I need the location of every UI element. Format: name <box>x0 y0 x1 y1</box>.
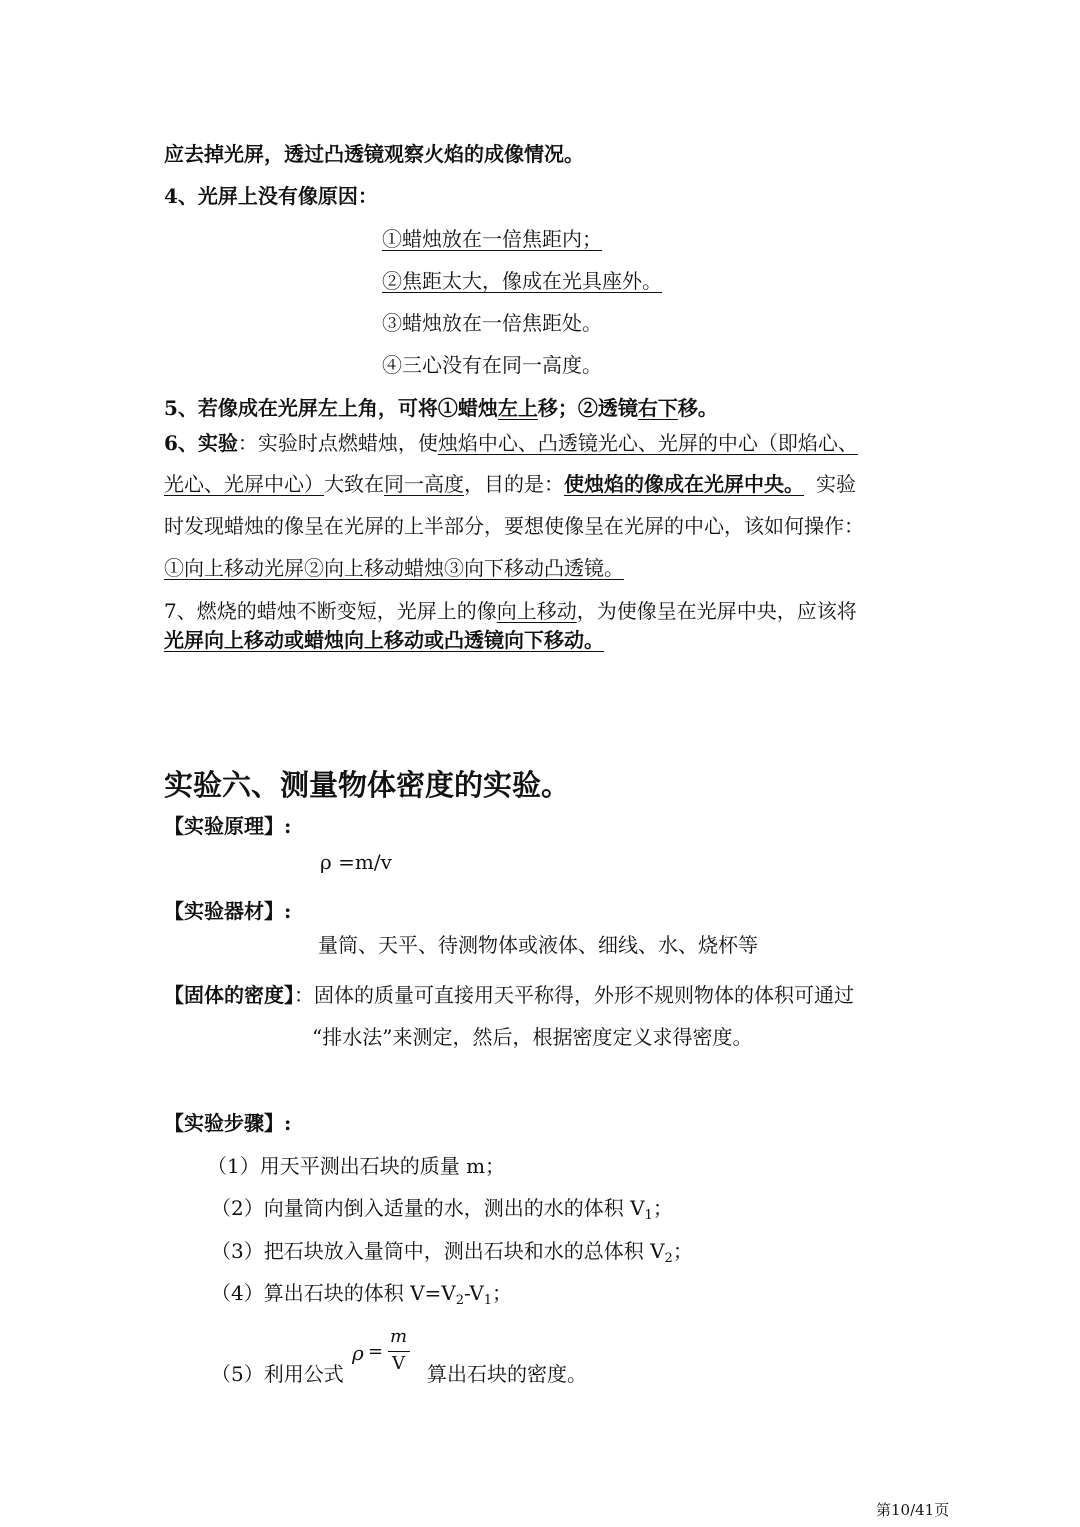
step-4 <box>211 1279 512 1315</box>
materials-label: 【实验器材】: <box>164 899 292 923</box>
page-number: 第10/41页 <box>876 1501 950 1519</box>
item-6-underline: 同一高度 <box>384 472 464 496</box>
item-6-colon: ： <box>237 431 258 455</box>
reason-1 <box>382 225 602 253</box>
item-6-text: 大致在 <box>324 472 384 496</box>
subscript: 1 <box>644 1208 653 1223</box>
step-text: ； <box>672 1239 693 1263</box>
reason-2 <box>382 267 662 295</box>
solid-density-line-1 <box>164 981 854 1009</box>
reason-text: ②焦距太大，像成在光具座外。 <box>382 269 662 293</box>
item-6-line-1 <box>164 429 858 457</box>
reason-text: ①蜡烛放在一倍焦距内； <box>382 227 602 251</box>
item-7-text: 7、燃烧的蜡烛不断变短，光屏上的像 <box>164 599 497 623</box>
step-text: （2）向量筒内倒入适量的水，测出的水的体积 V <box>211 1196 645 1220</box>
item-6-underline: 烛焰中心、凸透镜光心、光屏的中心（即焰心、 <box>437 431 858 455</box>
steps-label: 【实验步骤】: <box>164 1111 292 1135</box>
subscript: 1 <box>483 1293 493 1308</box>
formula-rho: ρ <box>352 1341 364 1365</box>
fraction-bar <box>388 1351 410 1352</box>
reason-4: ④三心没有在同一高度。 <box>382 353 602 377</box>
paragraph-continuation: 应去掉光屏，透过凸透镜观察火焰的成像情况。 <box>164 142 584 166</box>
item-5-underline-1: 左上 <box>497 396 538 420</box>
step-3 <box>211 1237 693 1273</box>
item-7-underline: 向上移动 <box>496 599 577 623</box>
item-4-title: 4、光屏上没有像原因： <box>164 184 378 208</box>
step-text: -V <box>464 1281 484 1305</box>
item-6-text: 实验 <box>816 472 856 496</box>
item-7-text: ，为使像呈在光屏中央，应该将 <box>576 599 857 623</box>
item-5-mid: 移；②透镜 <box>537 396 638 420</box>
item-5 <box>164 394 718 422</box>
item-5-suffix: 移。 <box>677 396 718 420</box>
solid-density-text: ：固体的质量可直接用天平称得，外形不规则物体的体积可通过 <box>294 983 854 1007</box>
step-5-b: 算出石块的密度。 <box>427 1362 587 1386</box>
formula-denominator: V <box>392 1353 405 1374</box>
item-6-text: 实验时点燃蜡烛，使 <box>257 431 438 455</box>
item-5-underline-2: 右下 <box>637 396 678 420</box>
solid-density-line-2: “排水法”来测定，然后，根据密度定义求得密度。 <box>312 1025 753 1049</box>
item-6-answer: ①向上移动光屏②向上移动蜡烛③向下移动凸透镜。 <box>164 556 624 580</box>
step-text: （4）算出石块的体积 V=V <box>211 1281 456 1305</box>
principle-label: 【实验原理】: <box>164 814 292 838</box>
step-1: （1）用天平测出石块的质量 m； <box>207 1154 506 1178</box>
item-6-underline: 光心、光屏中心） <box>164 472 324 496</box>
item-7-answer: 光屏向上移动或蜡烛向上移动或凸透镜向下移动。 <box>164 628 604 652</box>
reason-3: ③蜡烛放在一倍焦距处。 <box>382 311 602 335</box>
formula-numerator: m <box>390 1326 408 1347</box>
item-5-prefix: 5、若像成在光屏左上角，可将①蜡烛 <box>164 396 498 420</box>
principle-formula: ρ =m/v <box>320 850 392 874</box>
item-6-underline-bold: 使烛焰的像成在光屏中央。 <box>564 472 804 496</box>
item-7-line-2 <box>164 626 604 654</box>
item-6-line-2 <box>164 470 856 498</box>
materials-text: 量筒、天平、待测物体或液体、细线、水、烧杯等 <box>318 933 758 957</box>
density-formula-fraction <box>352 1326 414 1380</box>
step-text: ； <box>492 1281 513 1305</box>
item-6-text: ，目的是： <box>464 472 564 496</box>
step-2 <box>211 1194 673 1230</box>
subscript: 2 <box>664 1251 673 1266</box>
step-5-a: （5）利用公式 <box>211 1362 344 1386</box>
item-7-line-1 <box>164 597 857 625</box>
solid-density-label: 【固体的密度】 <box>164 983 294 1007</box>
section-title: 实验六、测量物体密度的实验。 <box>164 768 571 802</box>
step-text: （3）把石块放入量筒中，测出石块和水的总体积 V <box>211 1239 665 1263</box>
item-6-number: 6、实验 <box>164 431 238 455</box>
item-6-line-3: 时发现蜡烛的像呈在光屏的上半部分，要想使像呈在光屏的中心，该如何操作： <box>164 514 864 538</box>
formula-equals: = <box>368 1341 384 1362</box>
subscript: 2 <box>455 1293 465 1308</box>
step-text: ； <box>652 1196 673 1220</box>
item-6-line-4 <box>164 554 664 582</box>
